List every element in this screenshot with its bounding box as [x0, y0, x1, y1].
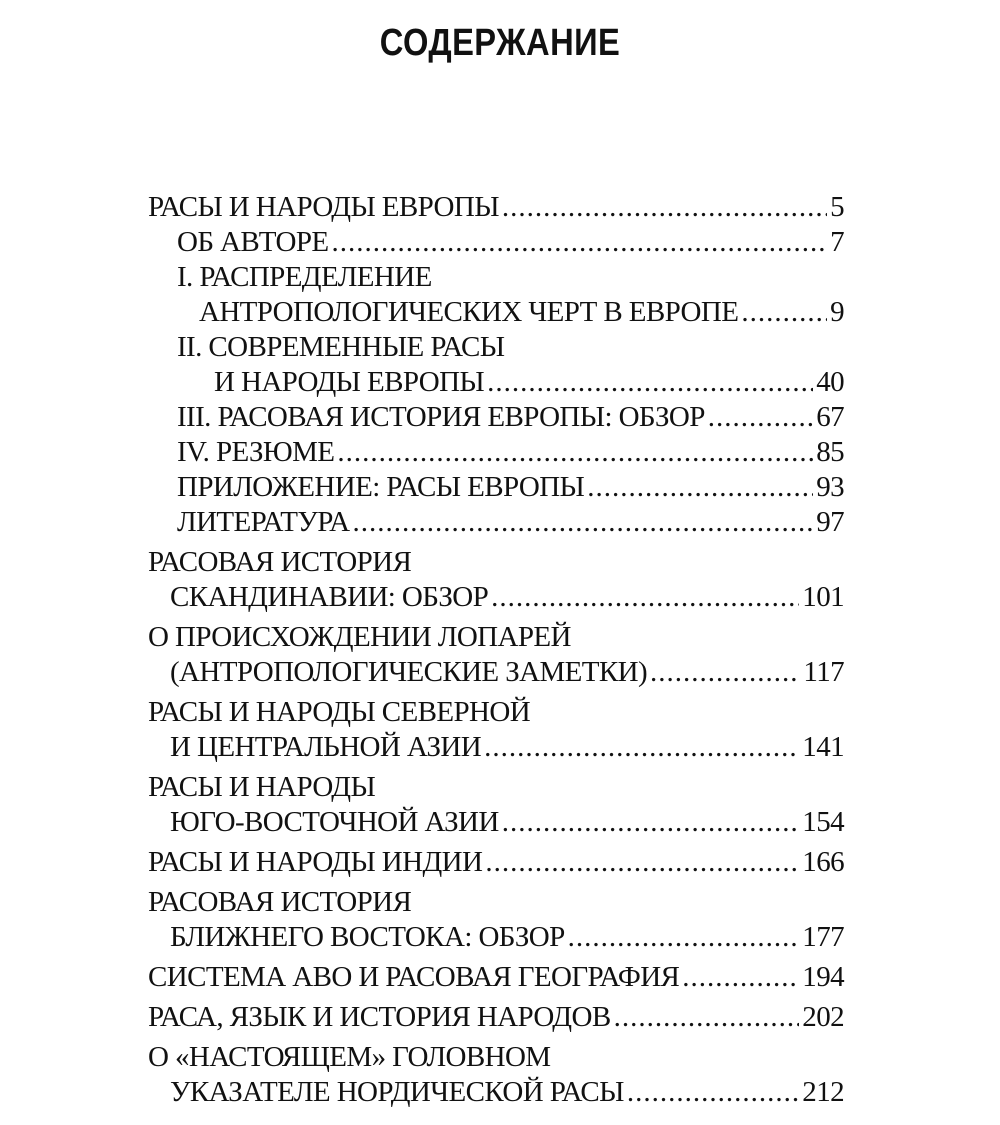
- table-of-contents: [148, 190, 844, 1110]
- toc-entry-title: III. РАСОВАЯ ИСТОРИЯ ЕВРОПЫ: ОБЗОР: [177, 401, 705, 433]
- toc-entry-line: [177, 330, 844, 365]
- toc-section-entry[interactable]: [148, 620, 844, 690]
- dot-leader: [502, 190, 827, 225]
- toc-page-number: 97: [816, 506, 844, 538]
- toc-page-number: 194: [802, 961, 844, 993]
- toc-entry-title: IV. РЕЗЮМЕ: [177, 436, 335, 468]
- toc-subsection-entry[interactable]: [148, 400, 844, 435]
- toc-entry-line: [177, 260, 844, 295]
- toc-section-entry[interactable]: [148, 1000, 844, 1035]
- toc-entry-title: БЛИЖНЕГО ВОСТОКА: ОБЗОР: [170, 921, 565, 953]
- toc-entry-title: УКАЗАТЕЛЕ НОРДИЧЕСКОЙ РАСЫ: [170, 1076, 624, 1108]
- toc-entry-title: И ЦЕНТРАЛЬНОЙ АЗИИ: [170, 731, 482, 763]
- toc-section-entry[interactable]: [148, 545, 844, 615]
- toc-entry-title: РАСЫ И НАРОДЫ ИНДИИ: [148, 846, 483, 878]
- toc-page-number: 85: [816, 436, 844, 468]
- toc-entry-line: [148, 1075, 844, 1110]
- toc-entry-line: [148, 190, 844, 225]
- dot-leader: [337, 435, 813, 470]
- toc-entry-line: [148, 695, 844, 730]
- toc-entry-line: [148, 920, 844, 955]
- toc-section-entry[interactable]: [148, 770, 844, 840]
- toc-page-number: 9: [830, 296, 844, 328]
- toc-entry-line: [177, 400, 844, 435]
- toc-entry-title: О ПРОИСХОЖДЕНИИ ЛОПАРЕЙ: [148, 621, 571, 653]
- toc-entry-line: [148, 545, 844, 580]
- toc-entry-title: ПРИЛОЖЕНИЕ: РАСЫ ЕВРОПЫ: [177, 471, 585, 503]
- toc-entry-title: СКАНДИНАВИИ: ОБЗОР: [170, 581, 489, 613]
- dot-leader: [627, 1075, 799, 1110]
- toc-subsection-entry[interactable]: [148, 435, 844, 470]
- toc-entry-title: СИСТЕМА АВО И РАСОВАЯ ГЕОГРАФИЯ: [148, 961, 680, 993]
- toc-entry-line: [148, 770, 844, 805]
- toc-entry-title: II. СОВРЕМЕННЫЕ РАСЫ: [177, 331, 505, 363]
- toc-entry-line: [148, 655, 844, 690]
- toc-page-number: 202: [802, 1001, 844, 1033]
- dot-leader: [708, 400, 813, 435]
- page-title: СОДЕРЖАНИЕ: [379, 22, 621, 64]
- toc-entry-title: ОБ АВТОРЕ: [177, 226, 329, 258]
- toc-entry-title: АНТРОПОЛОГИЧЕСКИХ ЧЕРТ В ЕВРОПЕ: [199, 296, 739, 328]
- toc-page-number: 93: [816, 471, 844, 503]
- dot-leader: [487, 365, 813, 400]
- dot-leader: [568, 920, 800, 955]
- dot-leader: [485, 845, 799, 880]
- toc-page-number: 5: [830, 191, 844, 223]
- toc-entry-line: [148, 1000, 844, 1035]
- toc-subsection-entry[interactable]: [148, 470, 844, 505]
- toc-entry-line: [177, 365, 844, 400]
- toc-page-number: 166: [802, 846, 844, 878]
- dot-leader: [502, 805, 800, 840]
- toc-entry-title: РАСЫ И НАРОДЫ СЕВЕРНОЙ: [148, 696, 531, 728]
- dot-leader: [331, 225, 827, 260]
- toc-entry-line: [177, 295, 844, 330]
- toc-entry-title: И НАРОДЫ ЕВРОПЫ: [214, 366, 485, 398]
- toc-subsection-entry[interactable]: [148, 505, 844, 540]
- toc-entry-line: [148, 845, 844, 880]
- toc-entry-line: [148, 805, 844, 840]
- toc-page-number: 7: [830, 226, 844, 258]
- toc-entry-line: [148, 580, 844, 615]
- toc-section-entry[interactable]: [148, 190, 844, 225]
- dot-leader: [352, 505, 813, 540]
- toc-entry-title: РАСА, ЯЗЫК И ИСТОРИЯ НАРОДОВ: [148, 1001, 611, 1033]
- toc-section-entry[interactable]: [148, 695, 844, 765]
- toc-entry-line: [148, 620, 844, 655]
- toc-section-entry[interactable]: [148, 885, 844, 955]
- toc-entry-line: [148, 885, 844, 920]
- toc-entry-line: [148, 1040, 844, 1075]
- toc-entry-title: ЮГО-ВОСТОЧНОЙ АЗИИ: [170, 806, 499, 838]
- dot-leader: [614, 1000, 800, 1035]
- toc-page-number: 40: [816, 366, 844, 398]
- toc-entry-title: ЛИТЕРАТУРА: [177, 506, 350, 538]
- toc-entry-title: РАСОВАЯ ИСТОРИЯ: [148, 886, 412, 918]
- toc-page-number: 154: [802, 806, 844, 838]
- toc-section-entry[interactable]: [148, 845, 844, 880]
- toc-entry-line: [177, 225, 844, 260]
- toc-entry-title: (АНТРОПОЛОГИЧЕСКИЕ ЗАМЕТКИ): [170, 656, 648, 688]
- toc-subsection-entry[interactable]: [148, 260, 844, 330]
- toc-entry-line: [177, 435, 844, 470]
- dot-leader: [741, 295, 827, 330]
- toc-entry-line: [177, 470, 844, 505]
- dot-leader: [587, 470, 813, 505]
- toc-entry-line: [148, 960, 844, 995]
- dot-leader: [491, 580, 799, 615]
- toc-entry-title: РАСЫ И НАРОДЫ: [148, 771, 376, 803]
- toc-entry-title: I. РАСПРЕДЕЛЕНИЕ: [177, 261, 432, 293]
- dot-leader: [682, 960, 799, 995]
- toc-page-number: 117: [803, 656, 844, 688]
- dot-leader: [484, 730, 799, 765]
- toc-page-number: 141: [802, 731, 844, 763]
- toc-page-number: 212: [802, 1076, 844, 1108]
- toc-subsection-entry[interactable]: [148, 330, 844, 400]
- toc-entry-title: О «НАСТОЯЩЕМ» ГОЛОВНОМ: [148, 1041, 551, 1073]
- toc-entry-line: [177, 505, 844, 540]
- toc-entry-title: РАСЫ И НАРОДЫ ЕВРОПЫ: [148, 191, 499, 223]
- toc-page-number: 177: [802, 921, 844, 953]
- toc-section-entry[interactable]: [148, 1040, 844, 1110]
- dot-leader: [650, 655, 800, 690]
- toc-entry-title: РАСОВАЯ ИСТОРИЯ: [148, 546, 412, 578]
- toc-page-number: 67: [816, 401, 844, 433]
- toc-subsection-entry[interactable]: [148, 225, 844, 260]
- toc-entry-line: [148, 730, 844, 765]
- toc-page-number: 101: [802, 581, 844, 613]
- toc-section-entry[interactable]: [148, 960, 844, 995]
